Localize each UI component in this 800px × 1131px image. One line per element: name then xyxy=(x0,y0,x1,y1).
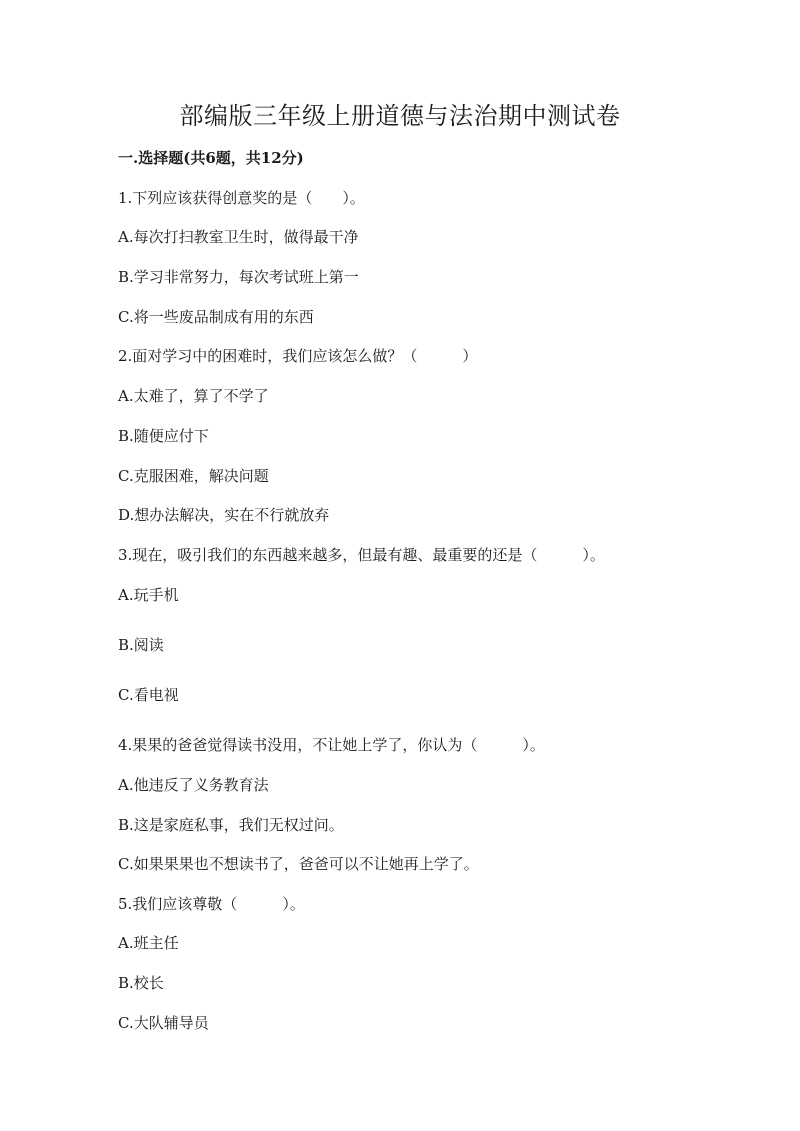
question-3-option-c: C.看电视 xyxy=(118,686,179,704)
question-5-option-a: A.班主任 xyxy=(118,934,179,952)
question-5-option-b: B.校长 xyxy=(118,974,164,992)
question-2-option-a: A.太难了，算了不学了 xyxy=(118,387,269,405)
question-2-option-d: D.想办法解决，实在不行就放弃 xyxy=(118,506,330,524)
question-5-stem: 5.我们应该尊敬（ ）。 xyxy=(118,895,305,913)
question-1-option-a: A.每次打扫教室卫生时，做得最干净 xyxy=(118,228,359,246)
question-1-option-c: C.将一些废品制成有用的东西 xyxy=(118,308,314,326)
question-3-option-a: A.玩手机 xyxy=(118,586,179,604)
question-3-stem: 3.现在，吸引我们的东西越来越多，但最有趣、最重要的还是（ ）。 xyxy=(118,546,605,564)
question-2-option-b: B.随便应付下 xyxy=(118,427,209,445)
section-heading: 一.选择题(共6题，共12分) xyxy=(118,149,304,167)
page-title: 部编版三年级上册道德与法治期中测试卷 xyxy=(179,102,621,130)
question-4-option-c: C.如果果果也不想读书了，爸爸可以不让她再上学了。 xyxy=(118,855,479,873)
question-4-option-a: A.他违反了义务教育法 xyxy=(118,776,269,794)
question-5-option-c: C.大队辅导员 xyxy=(118,1014,209,1032)
question-1-stem: 1.下列应该获得创意奖的是（ ）。 xyxy=(118,189,365,207)
question-2-stem: 2.面对学习中的困难时，我们应该怎么做？（ ） xyxy=(118,347,478,365)
question-4-option-b: B.这是家庭私事，我们无权过问。 xyxy=(118,816,344,834)
question-2-option-c: C.克服困难，解决问题 xyxy=(118,467,269,485)
question-4-stem: 4.果果的爸爸觉得读书没用，不让她上学了，你认为（ ）。 xyxy=(118,736,545,754)
question-1-option-b: B.学习非常努力，每次考试班上第一 xyxy=(118,268,359,286)
question-3-option-b: B.阅读 xyxy=(118,636,164,654)
